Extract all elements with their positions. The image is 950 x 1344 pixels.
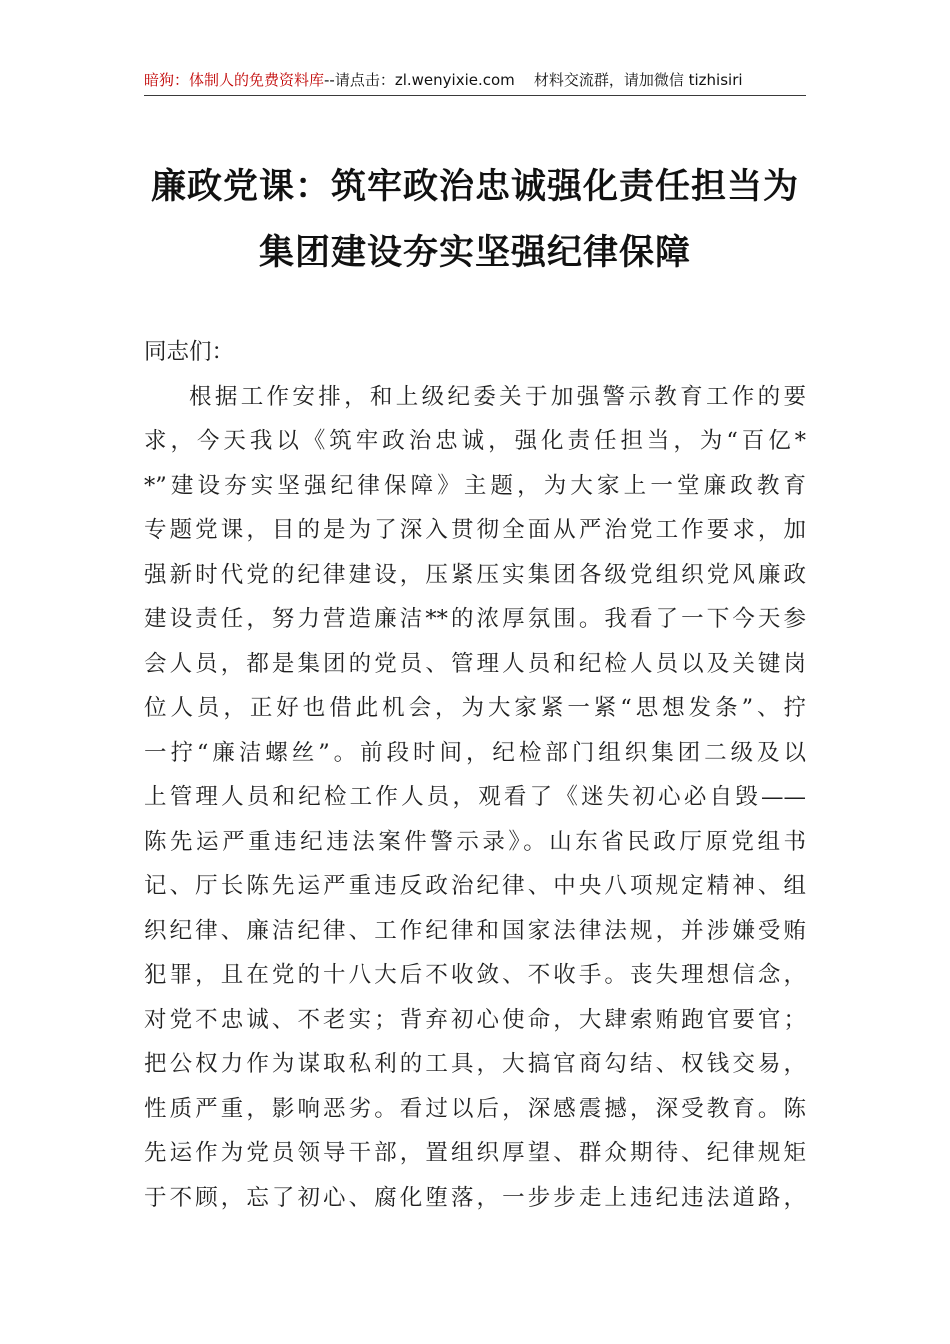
header-contact: 材料交流群，请加微信 tizhisiri: [533, 71, 743, 89]
document-body: [144, 330, 806, 1220]
body-line: 先运作为党员领导干部，置组织厚望、群众期待、纪律规矩: [144, 1140, 806, 1166]
body-line: 于不顾，忘了初心、腐化堕落，一步步走上违纪违法道路，: [144, 1184, 806, 1211]
body-line: 性质严重，影响恶劣。看过以后，深感震撼，深受教育。陈: [144, 1095, 806, 1122]
document-title: [144, 154, 806, 286]
body-line: 强新时代党的纪律建设，压紧压实集团各级党组织党风廉政: [144, 561, 806, 588]
body-line: 建设责任，努力营造廉洁**的浓厚氛围。我看了一下今天参: [144, 606, 806, 632]
body-line: 求，今天我以《筑牢政治忠诚，强化责任担当，为“百亿*: [144, 428, 806, 454]
body-line: 犯罪，且在党的十八大后不收敛、不收手。丧失理想信念，: [144, 962, 806, 988]
body-line: 一拧“廉洁螺丝”。前段时间，纪检部门组织集团二级及以: [144, 739, 806, 766]
title-line-1: 廉政党课：筑牢政治忠诚强化责任担当为: [150, 166, 799, 207]
body-line: 记、厅长陈先运严重违反政治纪律、中央八项规定精神、组: [144, 873, 806, 899]
body-line: 把公权力作为谋取私利的工具，大搞官商勾结、权钱交易，: [144, 1051, 806, 1077]
header-spacer: [515, 71, 534, 89]
body-line: 对党不忠诚、不老实；背弃初心使命，大肆索贿跑官要官；: [144, 1006, 806, 1033]
title-line-2: 集团建设夯实坚强纪律保障: [258, 232, 691, 273]
header-link[interactable]: zl.wenyixie.com: [394, 71, 515, 89]
header-prompt: --请点击：: [324, 71, 395, 89]
header-brand: 暗狗：体制人的免费资料库: [144, 71, 325, 89]
body-line: *”建设夯实坚强纪律保障》主题，为大家上一堂廉政教育: [144, 472, 806, 499]
body-line: 陈先运严重违纪违法案件警示录》。山东省民政厅原党组书: [144, 828, 806, 855]
body-line: 专题党课，目的是为了深入贯彻全面从严治党工作要求，加: [144, 517, 806, 543]
body-line: 会人员，都是集团的党员、管理人员和纪检人员以及关键岗: [144, 650, 806, 677]
header-divider: [144, 95, 806, 96]
page-header: [144, 66, 806, 94]
body-line: 根据工作安排，和上级纪委关于加强警示教育工作的要: [189, 383, 806, 410]
body-line: 位人员，正好也借此机会，为大家紧一紧“思想发条”、拧: [144, 695, 806, 721]
body-line: 上管理人员和纪检工作人员，观看了《迷失初心必自毁——: [144, 784, 806, 810]
body-line: 织纪律、廉洁纪律、工作纪律和国家法律法规，并涉嫌受贿: [144, 917, 806, 944]
salutation: 同志们：: [144, 339, 235, 365]
